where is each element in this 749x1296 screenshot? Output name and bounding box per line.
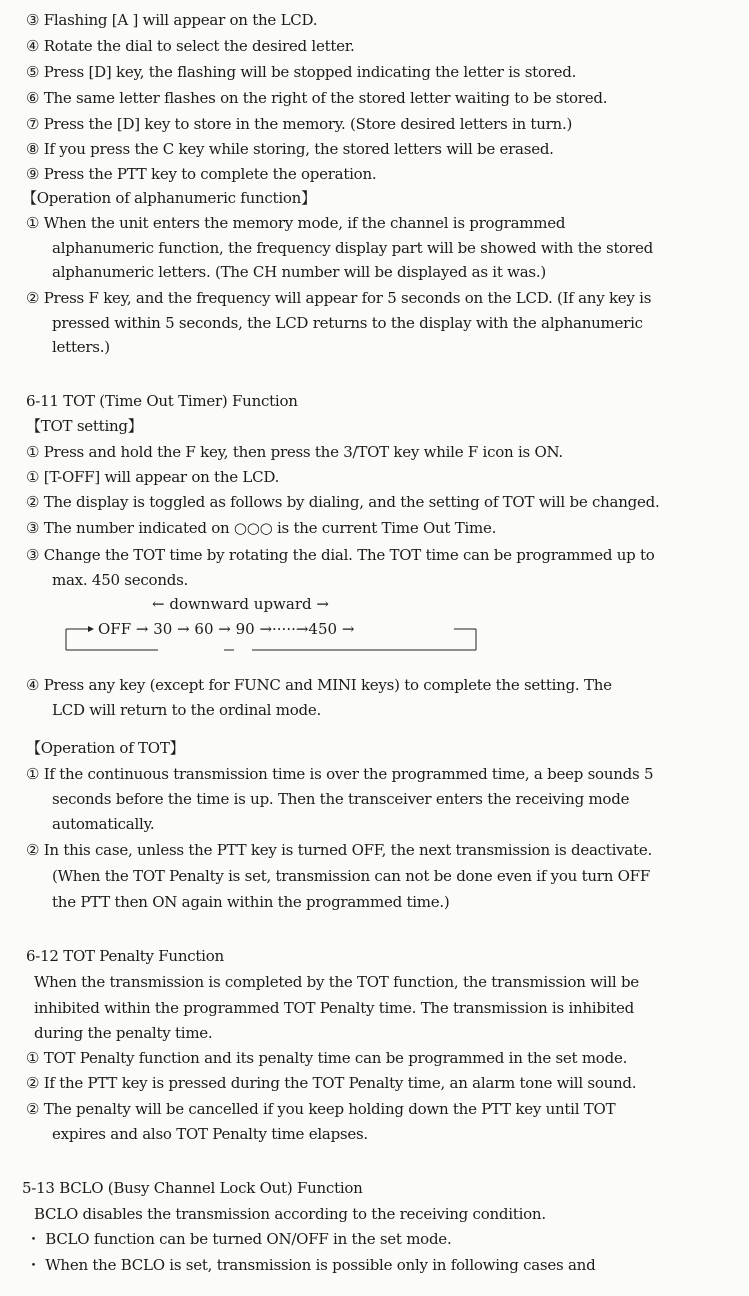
penalty-step: ① TOT Penalty function and its penalty time can be programmed in the set mode. (26, 1049, 628, 1067)
step-same-letter: ⑥ The same letter flashes on the right of the stored letter waiting to be stored. (26, 89, 608, 107)
tot-step: ③ Change the TOT time by rotating the dial. The TOT time can be programmed up to (26, 546, 655, 564)
tot-step: ② The display is toggled as follows by dialing, and the setting of TOT will be changed. (26, 493, 660, 511)
bclo-bullet: ・ When the BCLO is set, transmission is possible only in following cases and (26, 1256, 596, 1274)
penalty-paragraph: inhibited within the programmed TOT Penalty time. The transmission is inhibited (34, 999, 635, 1017)
section-title-bclo: 5-13 BCLO (Busy Channel Lock Out) Function (22, 1179, 363, 1197)
bclo-paragraph: BCLO disables the transmission according to the receiving condition. (34, 1205, 546, 1223)
alnum-step-2-cont: pressed within 5 seconds, the LCD returns to the display with the alphanumeric (52, 314, 643, 332)
step-complete: ⑨ Press the PTT key to complete the operation. (26, 165, 377, 183)
tot-step: ① Press and hold the F key, then press the 3/TOT key while F icon is ON. (26, 443, 563, 461)
section-heading-alphanumeric: 【Operation of alphanumeric function】 (22, 189, 316, 207)
tot-step: ① [T-OFF] will appear on the LCD. (26, 468, 280, 486)
tot-step-4: ④ Press any key (except for FUNC and MINI keys) to complete the setting. The (26, 676, 612, 694)
subsection-operation-of-tot: 【Operation of TOT】 (26, 739, 185, 757)
op-tot-step-2-cont: the PTT then ON again within the programmed time.) (52, 893, 450, 911)
bclo-bullet: ・ BCLO function can be turned ON/OFF in the set mode. (26, 1230, 452, 1248)
op-tot-step-2-cont: (When the TOT Penalty is set, transmission can not be done even if you turn OFF (52, 867, 650, 885)
penalty-paragraph: When the transmission is completed by the TOT function, the transmission will be (34, 973, 639, 991)
tot-step: ③ The number indicated on ○○○ is the current Time Out Time. (26, 519, 497, 537)
alnum-step-1-cont: alphanumeric letters. (The CH number will be displayed as it was.) (52, 263, 546, 281)
op-tot-step-1-cont: seconds before the time is up. Then the transceiver enters the receiving mode (52, 790, 630, 808)
alnum-step-1-cont: alphanumeric function, the frequency display part will be showed with the stored (52, 239, 653, 257)
penalty-step: ② If the PTT key is pressed during the TOT Penalty time, an alarm tone will sound. (26, 1074, 637, 1092)
tot-step-cont: max. 450 seconds. (52, 571, 189, 589)
step-rotate-dial: ④ Rotate the dial to select the desired letter. (26, 37, 355, 55)
op-tot-step-1-cont: automatically. (52, 815, 155, 833)
tot-step-4-cont: LCD will return to the ordinal mode. (52, 701, 321, 719)
penalty-step-cont: expires and also TOT Penalty time elapses. (52, 1125, 368, 1143)
step-erase: ⑧ If you press the C key while storing, the stored letters will be erased. (26, 140, 554, 158)
section-title-tot: 6-11 TOT (Time Out Timer) Function (26, 392, 298, 410)
step-press-d: ⑤ Press [D] key, the flashing will be stopped indicating the letter is stored. (26, 63, 577, 81)
step-flashing: ③ Flashing [A ] will appear on the LCD. (26, 11, 318, 29)
tot-cycle-diagram (60, 594, 500, 658)
op-tot-step-2: ② In this case, unless the PTT key is turned OFF, the next transmission is deactivate. (26, 841, 652, 859)
op-tot-step-1: ① If the continuous transmission time is over the programmed time, a beep sounds 5 (26, 765, 654, 783)
alnum-step-1: ① When the unit enters the memory mode, if the channel is programmed (26, 214, 566, 232)
penalty-step: ② The penalty will be cancelled if you keep holding down the PTT key until TOT (26, 1100, 616, 1118)
penalty-paragraph: during the penalty time. (34, 1024, 213, 1042)
alnum-step-2: ② Press F key, and the frequency will appear for 5 seconds on the LCD. (If any key is (26, 289, 652, 307)
step-store: ⑦ Press the [D] key to store in the memory. (Store desired letters in turn.) (26, 115, 573, 133)
subsection-tot-setting: 【TOT setting】 (26, 417, 143, 435)
section-title-tot-penalty: 6-12 TOT Penalty Function (26, 947, 224, 965)
flow-sequence: OFF → 30 → 60 → 90 →·····→450 → (98, 620, 355, 638)
alnum-step-2-cont: letters.) (52, 338, 110, 356)
flow-direction-label: ← downward upward → (152, 595, 329, 613)
